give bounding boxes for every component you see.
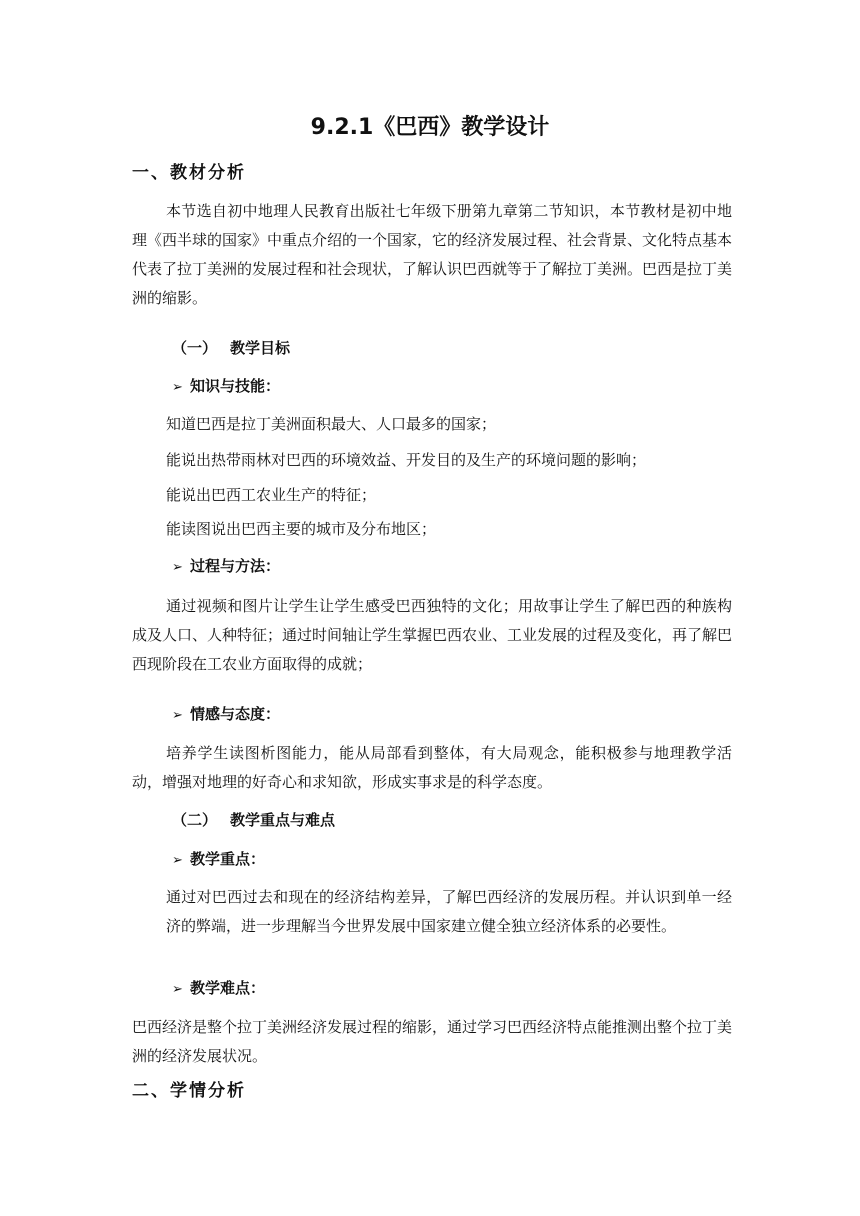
process-paragraph: 通过视频和图片让学生让学生感受巴西独特的文化；用故事让学生了解巴西的种族构成及人口、人种特征；通过时间轴让学生掌握巴西农业、工业发展的过程及变化，再了解巴西现阶段在工农业方面取得的成就；	[132, 597, 733, 673]
bullet-heading: 知识与技能：	[190, 377, 281, 395]
subheading-label: 教学目标	[230, 339, 291, 357]
arrow-bullet-icon: ➢	[172, 708, 183, 723]
bullet-process-methods	[172, 553, 280, 581]
document-title: 9.2.1《巴西》教学设计	[310, 115, 550, 140]
subheading-label: 教学重点与难点	[230, 811, 336, 829]
subheading-key-difficult-points	[172, 807, 335, 833]
key-point-paragraph: 通过对巴西过去和现在的经济结构差异，了解巴西经济的发展历程。并认识到单一经济的弊端，进一步理解当今世界发展中国家建立健全独立经济体系的必要性。	[166, 888, 732, 935]
bullet-heading: 过程与方法：	[190, 557, 281, 575]
bullet-difficulty	[172, 975, 265, 1003]
intro-paragraph: 本节选自初中地理人民教育出版社七年级下册第九章第二节知识，本节教材是初中地理《西半球的国家》中重点介绍的一个国家，它的经济发展过程、社会背景、文化特点基本代表了拉丁美洲的发展过程和社会现状，了解认识巴西就等于了解拉丁美洲。巴西是拉丁美洲的缩影。	[132, 202, 733, 307]
section-heading-textbook-analysis: 一、教材分析	[132, 163, 246, 183]
bullet-emotion-attitude	[172, 701, 280, 729]
subheading-teaching-goals	[172, 335, 290, 361]
bullet-knowledge-skills	[172, 373, 280, 401]
knowledge-item: 知道巴西是拉丁美洲面积最大、人口最多的国家；	[166, 415, 497, 433]
attitude-paragraph: 培养学生读图析图能力，能从局部看到整体，有大局观念，能积极参与地理教学活动，增强对地理的好奇心和求知欲，形成实事求是的科学态度。	[132, 744, 732, 791]
subheading-number: （二）	[172, 811, 218, 829]
section-heading-learning-analysis: 二、学情分析	[132, 1081, 246, 1101]
arrow-bullet-icon: ➢	[172, 982, 183, 997]
arrow-bullet-icon: ➢	[172, 380, 183, 395]
bullet-heading: 教学重点：	[190, 850, 266, 868]
bullet-heading: 情感与态度：	[190, 705, 281, 723]
difficulty-paragraph: 巴西经济是整个拉丁美洲经济发展过程的缩影，通过学习巴西经济特点能推测出整个拉丁美洲的经济发展状况。	[132, 1018, 733, 1065]
knowledge-item: 能说出巴西工农业生产的特征；	[166, 486, 377, 504]
arrow-bullet-icon: ➢	[172, 853, 183, 868]
subheading-number: （一）	[172, 339, 218, 357]
knowledge-item: 能说出热带雨林对巴西的环境效益、开发目的及生产的环境问题的影响；	[166, 451, 647, 469]
knowledge-item: 能读图说出巴西主要的城市及分布地区；	[166, 520, 437, 538]
bullet-heading: 教学难点：	[190, 979, 266, 997]
arrow-bullet-icon: ➢	[172, 560, 183, 575]
bullet-key-point	[172, 846, 265, 874]
